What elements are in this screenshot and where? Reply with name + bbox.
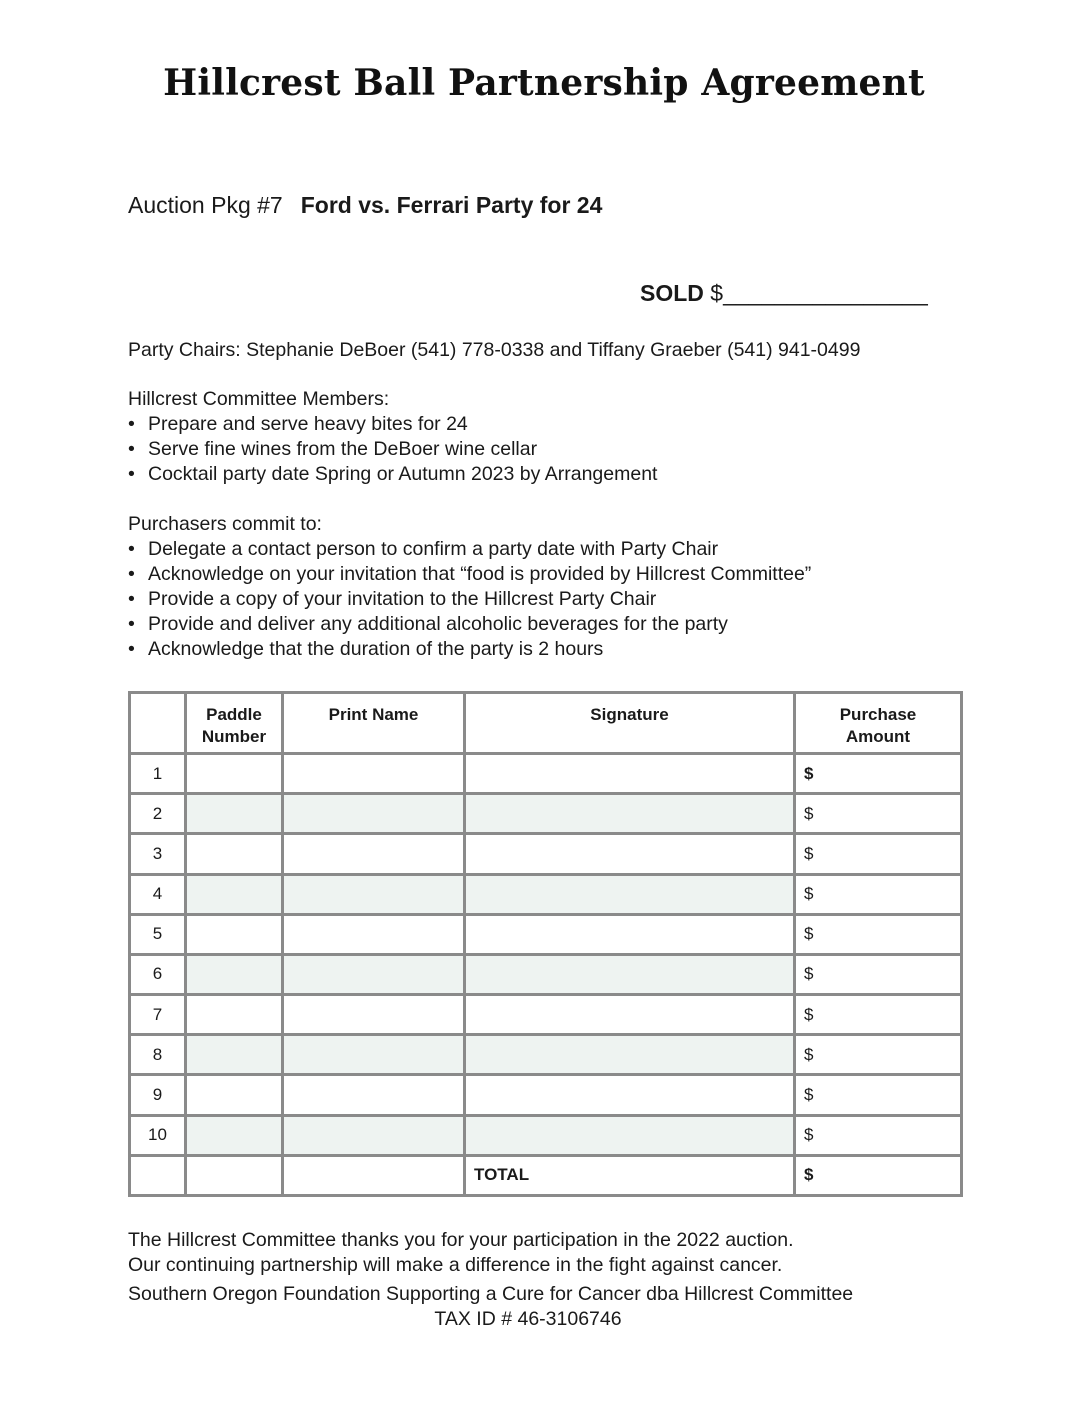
list-item: • Acknowledge on your invitation that “food is provided by Hillcrest Committee”: [128, 563, 812, 585]
list-item: • Cocktail party date Spring or Autumn 2023 by Arrangement: [128, 463, 658, 485]
paddle-number-cell[interactable]: [186, 794, 283, 834]
table-row: [130, 1075, 962, 1115]
bullet-icon: •: [128, 413, 135, 435]
committee-heading: Hillcrest Committee Members:: [128, 388, 390, 410]
party-chairs: Party Chairs: Stephanie DeBoer (541) 778-0338 and Tiffany Graeber (541) 941-0499: [128, 339, 861, 361]
signature-cell[interactable]: [465, 1115, 795, 1155]
total-empty-cell: [186, 1155, 283, 1195]
total-empty-cell: [283, 1155, 465, 1195]
paddle-number-cell[interactable]: [186, 914, 283, 954]
purchase-amount-cell[interactable]: $: [795, 794, 962, 834]
list-item: • Serve fine wines from the DeBoer wine cellar: [128, 438, 538, 460]
row-number: 6: [130, 954, 186, 994]
footer-partnership: Our continuing partnership will make a difference in the fight against cancer.: [128, 1254, 783, 1276]
footer-thanks: The Hillcrest Committee thanks you for your participation in the 2022 auction.: [128, 1229, 794, 1251]
signature-cell[interactable]: [465, 995, 795, 1035]
committee-list: [128, 412, 657, 487]
purchase-amount-cell[interactable]: $: [795, 995, 962, 1035]
signature-cell[interactable]: [465, 794, 795, 834]
total-label: TOTAL: [465, 1155, 795, 1195]
print-name-cell[interactable]: [283, 995, 465, 1035]
row-number: 4: [130, 874, 186, 914]
total-row: [130, 1155, 962, 1195]
signature-cell[interactable]: [465, 1075, 795, 1115]
package-label: Auction Pkg #7: [128, 192, 283, 218]
bullet-icon: •: [128, 463, 135, 485]
document-title: Hillcrest Ball Partnership Agreement: [163, 62, 925, 104]
table-row: [130, 954, 962, 994]
row-number: 10: [130, 1115, 186, 1155]
header-print-name: Print Name: [283, 693, 465, 754]
list-item: • Prepare and serve heavy bites for 24: [128, 413, 468, 435]
row-number: 2: [130, 794, 186, 834]
print-name-cell[interactable]: [283, 834, 465, 874]
paddle-number-cell[interactable]: [186, 995, 283, 1035]
total-amount-cell[interactable]: $: [795, 1155, 962, 1195]
bullet-icon: •: [128, 438, 135, 460]
paddle-number-cell[interactable]: [186, 1035, 283, 1075]
signature-cell[interactable]: [465, 834, 795, 874]
table-row: [130, 874, 962, 914]
paddle-number-cell[interactable]: [186, 874, 283, 914]
purchase-amount-cell[interactable]: $: [795, 954, 962, 994]
purchasers-heading: Purchasers commit to:: [128, 513, 322, 535]
sold-label: SOLD: [640, 280, 704, 306]
purchase-amount-cell[interactable]: $: [795, 754, 962, 794]
table-row: [130, 794, 962, 834]
bullet-icon: •: [128, 588, 135, 610]
list-item: • Acknowledge that the duration of the party is 2 hours: [128, 638, 604, 660]
header-purchase-amount: Purchase Amount: [795, 693, 962, 754]
bullet-icon: •: [128, 613, 135, 635]
paddle-number-cell[interactable]: [186, 834, 283, 874]
purchase-amount-cell[interactable]: $: [795, 834, 962, 874]
footer-tax-id: TAX ID # 46-3106746: [434, 1308, 622, 1330]
table-row: [130, 995, 962, 1035]
table-row: [130, 1035, 962, 1075]
row-number: 1: [130, 754, 186, 794]
table-row: [130, 754, 962, 794]
paddle-number-cell[interactable]: [186, 954, 283, 994]
signature-cell[interactable]: [465, 914, 795, 954]
print-name-cell[interactable]: [283, 954, 465, 994]
print-name-cell[interactable]: [283, 1075, 465, 1115]
list-item: • Provide a copy of your invitation to the Hillcrest Party Chair: [128, 588, 657, 610]
bullet-icon: •: [128, 538, 135, 560]
purchase-amount-cell[interactable]: $: [795, 1075, 962, 1115]
purchase-amount-cell[interactable]: $: [795, 1115, 962, 1155]
auction-package: [128, 192, 602, 219]
header-paddle-number: Paddle Number: [186, 693, 283, 754]
print-name-cell[interactable]: [283, 1115, 465, 1155]
footer-organization: Southern Oregon Foundation Supporting a Cure for Cancer dba Hillcrest Committee: [128, 1283, 854, 1305]
row-number: 7: [130, 995, 186, 1035]
row-number: 9: [130, 1075, 186, 1115]
bullet-icon: •: [128, 563, 135, 585]
signature-cell[interactable]: [465, 754, 795, 794]
print-name-cell[interactable]: [283, 914, 465, 954]
purchasers-list: [128, 537, 811, 662]
row-number: 3: [130, 834, 186, 874]
list-item: • Delegate a contact person to confirm a party date with Party Chair: [128, 538, 719, 560]
paddle-number-cell[interactable]: [186, 1115, 283, 1155]
paddle-number-cell[interactable]: [186, 754, 283, 794]
purchase-amount-cell[interactable]: $: [795, 914, 962, 954]
row-number: 5: [130, 914, 186, 954]
sold-line: [640, 280, 928, 307]
purchase-table: [128, 691, 963, 1197]
print-name-cell[interactable]: [283, 754, 465, 794]
package-name: Ford vs. Ferrari Party for 24: [300, 192, 603, 218]
bullet-icon: •: [128, 638, 135, 660]
table-row: [130, 914, 962, 954]
table-row: [130, 834, 962, 874]
list-item: • Provide and deliver any additional alcoholic beverages for the party: [128, 613, 728, 635]
print-name-cell[interactable]: [283, 1035, 465, 1075]
header-row-number: [130, 693, 186, 754]
sold-amount-blank[interactable]: $________________: [710, 280, 928, 306]
purchase-amount-cell[interactable]: $: [795, 874, 962, 914]
paddle-number-cell[interactable]: [186, 1075, 283, 1115]
total-empty-cell: [130, 1155, 186, 1195]
table-row: [130, 1115, 962, 1155]
table-header-row: [130, 693, 962, 754]
purchase-amount-cell[interactable]: $: [795, 1035, 962, 1075]
print-name-cell[interactable]: [283, 794, 465, 834]
signature-cell[interactable]: [465, 954, 795, 994]
signature-cell[interactable]: [465, 874, 795, 914]
row-number: 8: [130, 1035, 186, 1075]
header-signature: Signature: [465, 693, 795, 754]
print-name-cell[interactable]: [283, 874, 465, 914]
signature-cell[interactable]: [465, 1035, 795, 1075]
